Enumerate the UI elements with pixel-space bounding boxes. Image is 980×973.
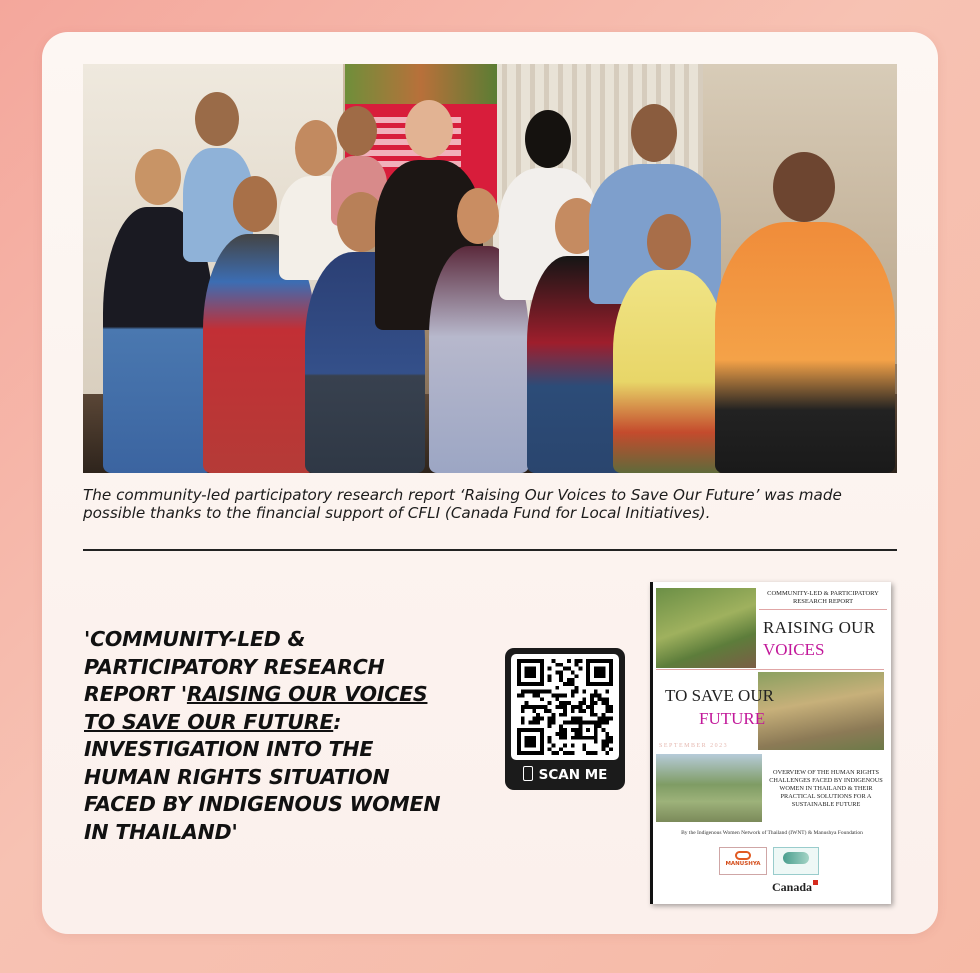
cover-byline: By the Indigenous Women Network of Thailand (IWNT) & Manushya Foundation bbox=[681, 830, 863, 836]
canada-wordmark: Canada bbox=[772, 880, 818, 895]
cover-image-bottom bbox=[656, 754, 762, 822]
qr-code[interactable] bbox=[505, 648, 625, 790]
person bbox=[715, 152, 895, 473]
cover-image-top bbox=[656, 588, 756, 668]
manushya-logo: MANUSHYA bbox=[719, 847, 767, 875]
cover-overview: OVERVIEW OF THE HUMAN RIGHTS CHALLENGES FACED BY INDIGENOUS WOMEN IN THAILAND & THEIR PRACTICAL SOLUTIONS FOR A SUSTAINABLE FUTURE bbox=[769, 769, 883, 808]
cover-image-middle bbox=[758, 672, 884, 750]
report-cover[interactable] bbox=[650, 582, 891, 904]
group-photo bbox=[83, 64, 897, 473]
phone-icon bbox=[523, 766, 533, 781]
photo-caption: The community-led participatory research report ‘Raising Our Voices to Save Our Future’ was made possible thanks to the financial support of CFLI (Canada Fund for Local Initiatives). bbox=[83, 486, 842, 522]
qr-pattern bbox=[511, 654, 619, 760]
report-title: 'COMMUNITY-LED & PARTICIPATORY RESEARCH REPORT 'RAISING OUR VOICES TO SAVE OUR FUTURE: INVESTIGATION INTO THE HUMAN RIGHTS SITUATION FACED BY INDIGENOUS WOMEN IN THAILAND' bbox=[84, 627, 441, 844]
cover-date: SEPTEMBER 2023 bbox=[659, 743, 729, 749]
divider bbox=[83, 549, 897, 551]
cover-title-line3: TO SAVE OUR bbox=[665, 686, 774, 705]
qr-scan-label: SCAN ME bbox=[538, 767, 608, 783]
cover-title-line4: FUTURE bbox=[699, 709, 766, 728]
cover-top-label: COMMUNITY-LED & PARTICIPATORY RESEARCH REPORT bbox=[767, 590, 879, 605]
content-card bbox=[42, 32, 938, 934]
cover-title-line1: RAISING OUR bbox=[763, 618, 876, 637]
person bbox=[613, 214, 725, 473]
cover-title-line2: VOICES bbox=[763, 640, 825, 659]
report-title-link[interactable]: RAISING OUR VOICES TO SAVE OUR FUTURE bbox=[84, 682, 428, 734]
iwnt-logo bbox=[773, 847, 819, 875]
